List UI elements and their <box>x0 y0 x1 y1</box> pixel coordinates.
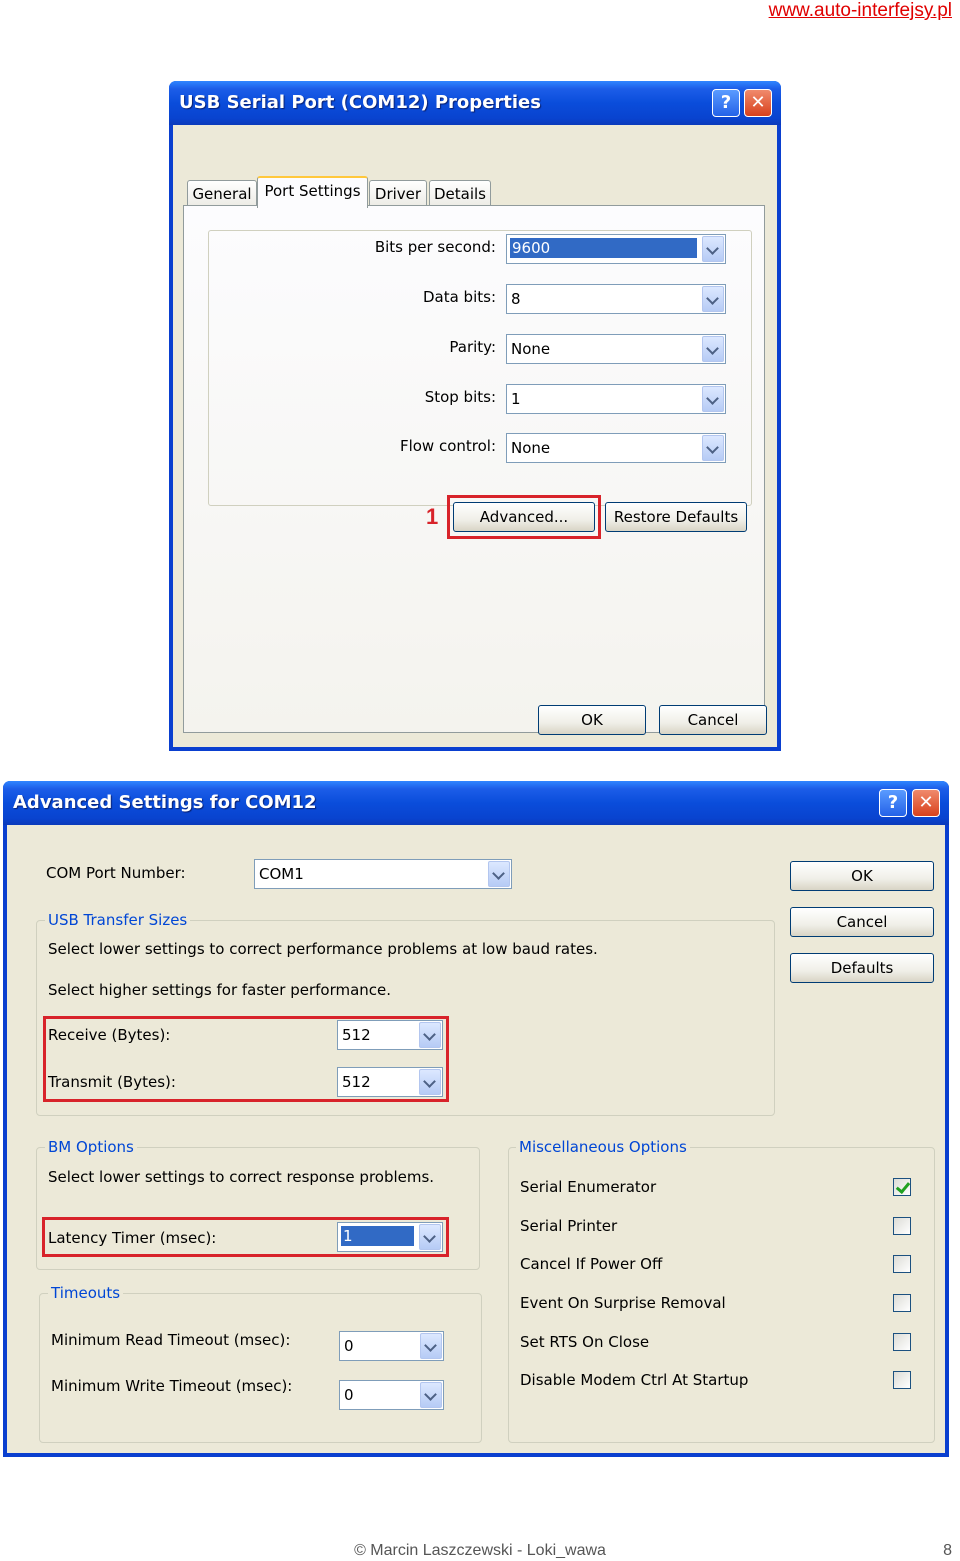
serial-printer-label: Serial Printer <box>520 1217 618 1235</box>
window-title: USB Serial Port (COM12) Properties <box>179 92 541 113</box>
min-write-select[interactable] <box>339 1380 444 1410</box>
bits-per-second-value: 9600 <box>510 238 697 258</box>
tab-port-settings[interactable]: Port Settings <box>257 176 368 208</box>
chevron-down-icon[interactable] <box>702 386 724 412</box>
bits-per-second-select[interactable] <box>506 234 726 264</box>
parity-label: Parity: <box>449 338 496 356</box>
usb-transfer-desc-higher: Select higher settings for faster performance. <box>48 981 392 999</box>
min-read-label: Minimum Read Timeout (msec): <box>51 1331 291 1349</box>
com-port-select[interactable] <box>254 859 512 889</box>
title-bar[interactable] <box>169 81 781 125</box>
chevron-down-icon[interactable] <box>702 336 724 362</box>
stop-bits-value: 1 <box>511 390 521 408</box>
bits-per-second-label: Bits per second: <box>374 238 496 256</box>
com-port-label: COM Port Number: <box>46 864 186 882</box>
flow-control-value: None <box>511 439 551 457</box>
tab-general[interactable]: General <box>187 180 257 206</box>
chevron-down-icon[interactable] <box>419 1069 441 1095</box>
window-title: Advanced Settings for COM12 <box>13 792 317 813</box>
chevron-down-icon[interactable] <box>702 236 724 262</box>
parity-value: None <box>511 340 551 358</box>
latency-value: 1 <box>341 1226 414 1246</box>
site-link[interactable]: www.auto-interfejsy.pl <box>768 0 952 21</box>
bm-options-desc: Select lower settings to correct response problems. <box>48 1168 435 1186</box>
advanced-button[interactable]: Advanced... <box>453 502 595 532</box>
chevron-down-icon[interactable] <box>420 1333 442 1359</box>
stop-bits-label: Stop bits: <box>424 388 496 406</box>
latency-select[interactable] <box>337 1222 443 1252</box>
data-bits-label: Data bits: <box>422 288 496 306</box>
misc-options-title: Miscellaneous Options <box>516 1138 690 1156</box>
receive-label: Receive (Bytes): <box>48 1026 171 1044</box>
disable-modem-ctrl-label: Disable Modem Ctrl At Startup <box>520 1371 749 1389</box>
close-icon[interactable]: ✕ <box>744 89 772 117</box>
advanced-settings-window <box>3 781 949 1457</box>
flow-control-label: Flow control: <box>399 437 496 455</box>
ok-button[interactable]: OK <box>790 861 934 891</box>
chevron-down-icon[interactable] <box>702 435 724 461</box>
tab-details[interactable]: Details <box>429 180 491 206</box>
footer-copyright: © Marcin Laszczewski - Loki_wawa <box>354 1542 606 1559</box>
set-rts-on-close-checkbox[interactable] <box>893 1333 911 1351</box>
dialog-client <box>7 825 945 1453</box>
transmit-select[interactable] <box>337 1067 443 1097</box>
transmit-value: 512 <box>342 1073 371 1091</box>
usb-transfer-title: USB Transfer Sizes <box>45 911 190 929</box>
title-bar[interactable] <box>3 781 949 825</box>
cancel-button[interactable]: Cancel <box>790 907 934 937</box>
min-read-select[interactable] <box>339 1331 444 1361</box>
min-read-value: 0 <box>344 1337 354 1355</box>
cancel-button[interactable]: Cancel <box>659 705 767 735</box>
help-icon[interactable]: ? <box>879 789 907 817</box>
disable-modem-ctrl-checkbox[interactable] <box>893 1371 911 1389</box>
min-write-value: 0 <box>344 1386 354 1404</box>
chevron-down-icon[interactable] <box>702 286 724 312</box>
port-properties-window <box>169 81 781 751</box>
set-rts-on-close-label: Set RTS On Close <box>520 1333 650 1351</box>
serial-printer-checkbox[interactable] <box>893 1217 911 1235</box>
receive-select[interactable] <box>337 1020 443 1050</box>
event-on-surprise-removal-checkbox[interactable] <box>893 1294 911 1312</box>
restore-defaults-button[interactable]: Restore Defaults <box>605 502 747 532</box>
port-settings-panel <box>183 205 765 733</box>
event-on-surprise-removal-label: Event On Surprise Removal <box>520 1294 726 1312</box>
latency-label: Latency Timer (msec): <box>48 1229 217 1247</box>
min-write-label: Minimum Write Timeout (msec): <box>51 1377 293 1395</box>
com-port-value: COM1 <box>259 865 304 883</box>
settings-frame <box>208 230 752 506</box>
chevron-down-icon[interactable] <box>419 1022 441 1048</box>
cancel-if-power-off-checkbox[interactable] <box>893 1255 911 1273</box>
transmit-label: Transmit (Bytes): <box>48 1073 176 1091</box>
receive-value: 512 <box>342 1026 371 1044</box>
serial-enumerator-label: Serial Enumerator <box>520 1178 657 1196</box>
timeouts-title: Timeouts <box>48 1284 123 1302</box>
close-icon[interactable]: ✕ <box>912 789 940 817</box>
flow-control-select[interactable] <box>506 433 726 463</box>
bm-options-title: BM Options <box>45 1138 137 1156</box>
chevron-down-icon[interactable] <box>420 1382 442 1408</box>
page-number: 8 <box>943 1542 952 1559</box>
chevron-down-icon[interactable] <box>488 861 510 887</box>
tab-driver[interactable]: Driver <box>369 180 427 206</box>
stop-bits-select[interactable] <box>506 384 726 414</box>
chevron-down-icon[interactable] <box>419 1224 441 1250</box>
ok-button[interactable]: OK <box>538 705 646 735</box>
data-bits-select[interactable] <box>506 284 726 314</box>
data-bits-value: 8 <box>511 290 521 308</box>
parity-select[interactable] <box>506 334 726 364</box>
dialog-client <box>173 125 777 747</box>
usb-transfer-desc-lower: Select lower settings to correct performance problems at low baud rates. <box>48 940 598 958</box>
cancel-if-power-off-label: Cancel If Power Off <box>520 1255 663 1273</box>
defaults-button[interactable]: Defaults <box>790 953 934 983</box>
help-icon[interactable]: ? <box>712 89 740 117</box>
annotation-number: 1 <box>426 504 439 529</box>
timeouts-group <box>39 1293 482 1443</box>
serial-enumerator-checkbox[interactable] <box>893 1178 911 1196</box>
